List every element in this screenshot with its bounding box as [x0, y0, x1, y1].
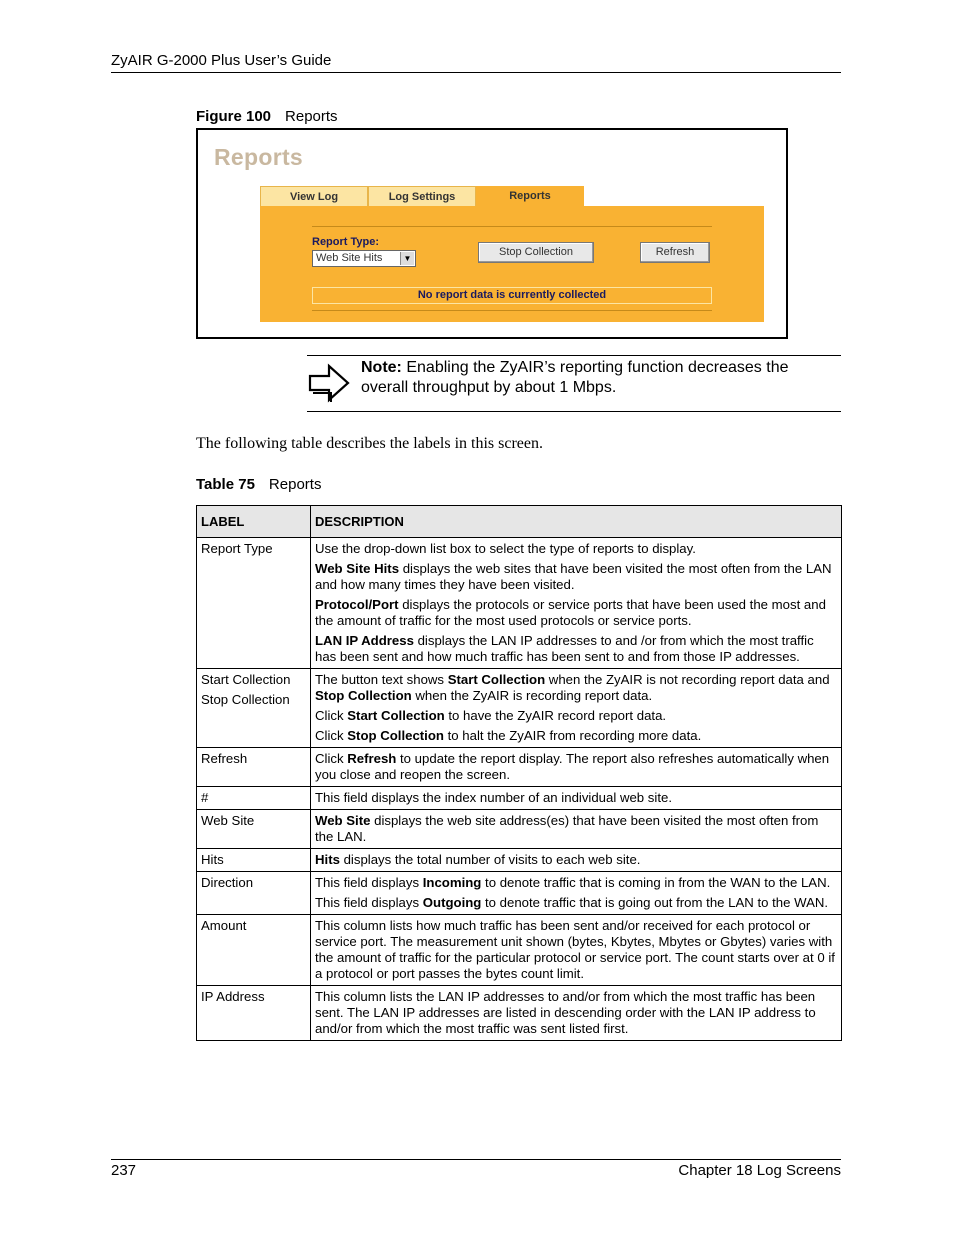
cell-description — [311, 669, 842, 748]
description-paragraph — [315, 895, 837, 911]
text-run: displays the protocols or service ports that have been used the most and the amount of traffic for the most used protocols or service ports. — [315, 597, 826, 628]
tab-reports[interactable]: Reports — [476, 186, 584, 206]
bold-term: Web Site Hits — [315, 561, 400, 576]
description-paragraph — [315, 728, 837, 744]
table-row — [197, 849, 842, 872]
intro-paragraph: The following table describes the labels in this screen. — [196, 435, 544, 452]
bold-term: Incoming — [422, 875, 482, 890]
label-text: Hits — [201, 852, 224, 867]
cell-label — [197, 915, 311, 986]
figure-caption — [196, 108, 338, 125]
description-paragraph — [315, 672, 837, 704]
description-paragraph — [315, 875, 837, 891]
figure-title: Reports — [285, 108, 338, 125]
table-row — [197, 915, 842, 986]
text-run: displays the web sites that have been visited the most often from the LAN and how many times they have been visited. — [315, 561, 832, 592]
report-type-label: Report Type: — [312, 236, 380, 248]
description-paragraph — [315, 541, 837, 557]
text-run: to denote traffic that is coming in from the WAN to the LAN. — [481, 875, 831, 890]
report-type-select[interactable] — [312, 250, 416, 267]
tab-view-log[interactable]: View Log — [260, 186, 368, 206]
table-row — [197, 669, 842, 748]
text-run: Click — [315, 728, 348, 743]
description-paragraph — [315, 852, 837, 868]
bold-term: Hits — [315, 852, 340, 867]
status-message: No report data is currently collected — [312, 287, 712, 304]
text-run: Click — [315, 708, 348, 723]
reports-table — [196, 505, 842, 1041]
text-run: to have the ZyAIR record report data. — [444, 708, 667, 723]
cell-description — [311, 915, 842, 986]
cell-description — [311, 872, 842, 915]
guide-title: ZyAIR G-2000 Plus User’s Guide — [111, 52, 332, 69]
note-rule-bottom — [307, 411, 841, 412]
text-run: This column lists the LAN IP addresses to and/or from which the most traffic has been sent. The LAN IP addresses are listed in descending order with the LAN IP address to and/or from which the most traffic was sent listed first. — [315, 989, 816, 1036]
description-paragraph — [315, 790, 837, 806]
text-run: when the ZyAIR is not recording report data and — [545, 672, 830, 687]
text-run: displays the total number of visits to each web site. — [339, 852, 641, 867]
stop-collection-button[interactable]: Stop Collection — [478, 242, 594, 263]
label-text: # — [201, 790, 209, 805]
bold-term: Stop Collection — [315, 688, 412, 703]
figure-label: Figure 100 — [196, 108, 272, 125]
label-text: Report Type — [201, 541, 273, 556]
table-row — [197, 986, 842, 1041]
cell-label — [197, 669, 311, 748]
bold-term: Outgoing — [422, 895, 482, 910]
text-run: The button text shows — [315, 672, 448, 687]
description-paragraph — [315, 918, 837, 982]
cell-label — [197, 872, 311, 915]
cell-label — [197, 810, 311, 849]
label-text: Refresh — [201, 751, 248, 766]
page-number: 237 — [111, 1162, 137, 1179]
table-row — [197, 810, 842, 849]
text-run: displays the web site address(es) that have been visited the most often from the LAN. — [315, 813, 819, 844]
text-run: This field displays — [315, 875, 423, 890]
description-paragraph — [315, 597, 837, 629]
text-run: to halt the ZyAIR from recording more data. — [443, 728, 702, 743]
reports-panel — [260, 206, 764, 322]
label-text: Stop Collection — [201, 692, 290, 707]
tab-log-settings[interactable]: Log Settings — [368, 186, 476, 206]
refresh-button[interactable]: Refresh — [640, 242, 710, 263]
figure-screenshot — [196, 128, 788, 339]
cell-description — [311, 849, 842, 872]
description-paragraph — [315, 633, 837, 665]
description-paragraph — [315, 989, 837, 1037]
bold-term: Web Site — [315, 813, 371, 828]
cell-label — [197, 849, 311, 872]
cell-label — [197, 787, 311, 810]
label-text: Amount — [201, 918, 247, 933]
panel-divider-bottom — [312, 310, 712, 311]
cell-description — [311, 538, 842, 669]
arrow-right-icon — [307, 362, 351, 404]
text-run: This column lists how much traffic has been sent and/or received for each protocol or service port. The measurement unit shown (bytes, Kbytes, Mbytes or Gbytes) varies with the amount of traffic for the particular protocol or service port. The count starts over at 0 if a protocol or port passes the bytes count limit. — [315, 918, 835, 981]
table-caption — [196, 476, 321, 493]
cell-description — [311, 810, 842, 849]
note-lead: Note: — [361, 359, 402, 376]
bold-term: Stop Collection — [347, 728, 444, 743]
cell-description — [311, 787, 842, 810]
text-run: to denote traffic that is going out from the LAN to the WAN. — [481, 895, 829, 910]
chapter-title: Chapter 18 Log Screens — [678, 1162, 841, 1179]
note-body: Enabling the ZyAIR’s reporting function decreases the overall throughput by about 1 Mbps. — [361, 359, 789, 396]
text-run: when the ZyAIR is recording report data. — [411, 688, 653, 703]
text-run: This field displays the index number of an individual web site. — [315, 790, 672, 805]
table-row — [197, 538, 842, 669]
table-header-row — [197, 506, 842, 538]
description-paragraph — [315, 751, 837, 783]
header-rule — [111, 72, 841, 73]
table-row — [197, 872, 842, 915]
bold-term: LAN IP Address — [315, 633, 414, 648]
footer-rule — [111, 1159, 841, 1160]
label-text: Start Collection — [201, 672, 291, 687]
text-run: Click — [315, 751, 348, 766]
note-rule-top — [307, 355, 841, 356]
cell-label — [197, 538, 311, 669]
text-run: to update the report display. The report also refreshes automatically when you close and reopen the screen. — [315, 751, 830, 782]
screen-title: Reports — [214, 144, 304, 170]
text-run: displays the LAN IP addresses to and /or from which the most traffic has been sent and how much traffic has been sent to and from those IP addresses. — [315, 633, 814, 664]
dropdown-arrow-icon[interactable]: ▼ — [400, 252, 414, 265]
table-row — [197, 787, 842, 810]
header-label: LABEL — [197, 506, 311, 538]
bold-term: Start Collection — [347, 708, 445, 723]
bold-term: Protocol/Port — [315, 597, 399, 612]
bold-term: Refresh — [347, 751, 397, 766]
label-text: Direction — [201, 875, 254, 890]
description-paragraph — [315, 813, 837, 845]
header-description: DESCRIPTION — [311, 506, 842, 538]
description-paragraph — [315, 708, 837, 724]
bold-term: Start Collection — [447, 672, 546, 687]
text-run: Use the drop-down list box to select the type of reports to display. — [315, 541, 696, 556]
cell-description — [311, 748, 842, 787]
table-row — [197, 748, 842, 787]
table-label: Table 75 — [196, 476, 255, 493]
label-text: Web Site — [201, 813, 255, 828]
table-body — [197, 538, 842, 1041]
cell-description — [311, 986, 842, 1041]
note-text — [361, 358, 839, 398]
description-paragraph — [315, 561, 837, 593]
label-text: IP Address — [201, 989, 265, 1004]
cell-label — [197, 748, 311, 787]
panel-divider-top — [312, 226, 712, 227]
table-title: Reports — [268, 476, 322, 493]
report-type-value: Web Site Hits — [316, 252, 383, 264]
text-run: This field displays — [315, 895, 423, 910]
cell-label — [197, 986, 311, 1041]
